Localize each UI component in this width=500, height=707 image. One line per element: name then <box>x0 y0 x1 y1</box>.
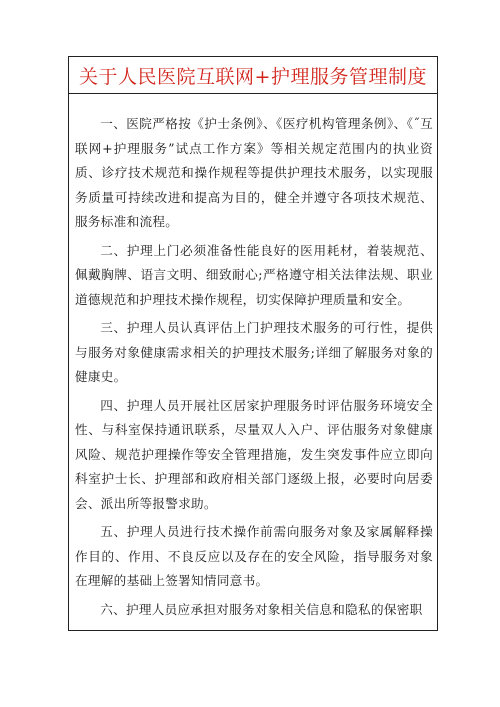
paragraph-3: 三、护理人员认真评估上门护理技术服务的可行性，提供与服务对象健康需求相关的护理技术服务;详细了解服务对象的健康史。 <box>75 320 433 384</box>
paragraph-1: 一、医院严格按《护士条例》、《医疗机构管理条例》、《˝互联网+护理服务”试点工作方案》等相关规定范围内的执业资质、诊疗技术规范和操作规程等提供护理技术服务，以实现服务质量可持续改进和提高为目的，健全并遵守各项技术规范、服务标准和流程。 <box>75 116 433 229</box>
document-body <box>69 94 437 630</box>
paragraph-4: 四、护理人员开展社区居家护理服务时评估服务环境安全性、与科室保持通讯联系，尽量双人入户、评估服务对象健康风险、规范护理操作等安全管理措施，发生突发事件应立即向科室护士长、护理部和政府相关部门逐级上报，必要时向居委会、派出所等报警求助。 <box>75 397 433 511</box>
document-title: 关于人民医院互联网+护理服务管理制度 <box>79 65 427 88</box>
document-table <box>68 56 438 631</box>
paragraph-6: 六、护理人员应承担对服务对象相关信息和隐私的保密职 <box>100 601 423 617</box>
paragraph-2: 二、护理上门必须准备性能良好的医用耗材，着装规范、佩戴胸牌、语言文明、细致耐心;严格遵守相关法律法规、职业道德规范和护理技术操作规程，切实保障护理质量和安全。 <box>75 242 433 307</box>
title-row <box>69 57 437 94</box>
paragraph-5: 五、护理人员进行技术操作前需向服务对象及家属解释操作目的、作用、不良反应以及存在的安全风险，指导服务对象在理解的基础上签署知情同意书。 <box>75 524 433 588</box>
